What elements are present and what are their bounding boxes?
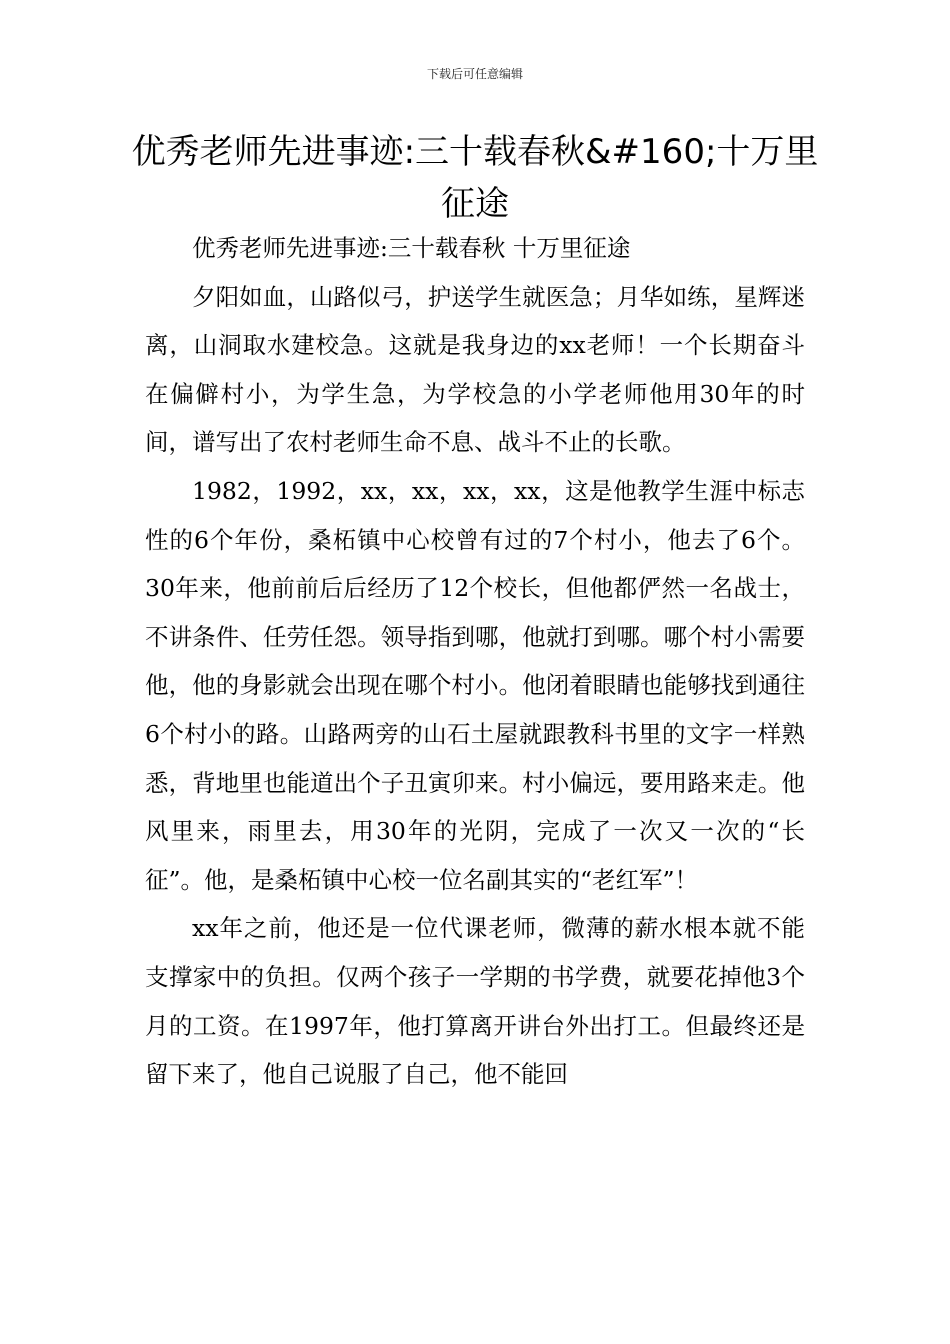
page-title: 优秀老师先进事迹:三十载春秋&#160;十万里征途 — [131, 132, 819, 224]
paragraph-2: 1982，1992，xx，xx，xx，xx，这是他教学生涯中标志性的6个年份，桑柘镇中心校曾有过的7个村小，他去了6个。30年来，他前前后后经历了12个校长，但他都俨然一名战士，不讲条件、任劳任怨。领导指到哪，他就打到哪。哪个村小需要他，他的身影就会出现在哪个村小。他闭着眼睛也能够找到通往6个村小的路。山路两旁的山石土屋就跟教科书里的文字一样熟悉，背地里也能道出个子丑寅卯来。村小偏远，要用路来走。他风里来，雨里去，用30年的光阴，完成了一次又一次的“长征”。他，是桑柘镇中心校一位名副其实的“老红军”！ — [145, 476, 805, 894]
paragraph-1: 夕阳如血，山路似弓，护送学生就医急；月华如练，星辉迷离，山洞取水建校急。这就是我身边的xx老师！一个长期奋斗在偏僻村小，为学生急，为学校急的小学老师他用30年的时间，谱写出了农村老师生命不息、战斗不止的长歌。 — [145, 282, 805, 457]
header-note: 下载后可任意编辑 — [426, 67, 523, 81]
article-body — [145, 224, 805, 1099]
article-subtitle: 优秀老师先进事迹:三十载春秋 十万里征途 — [192, 234, 631, 262]
paragraph-3: xx年之前，他还是一位代课老师，微薄的薪水根本就不能支撑家中的负担。仅两个孩子一学期的书学费，就要花掉他3个月的工资。在1997年，他打算离开讲台外出打工。但最终还是留下来了，他自己说服了自己，他不能回 — [145, 914, 805, 1089]
